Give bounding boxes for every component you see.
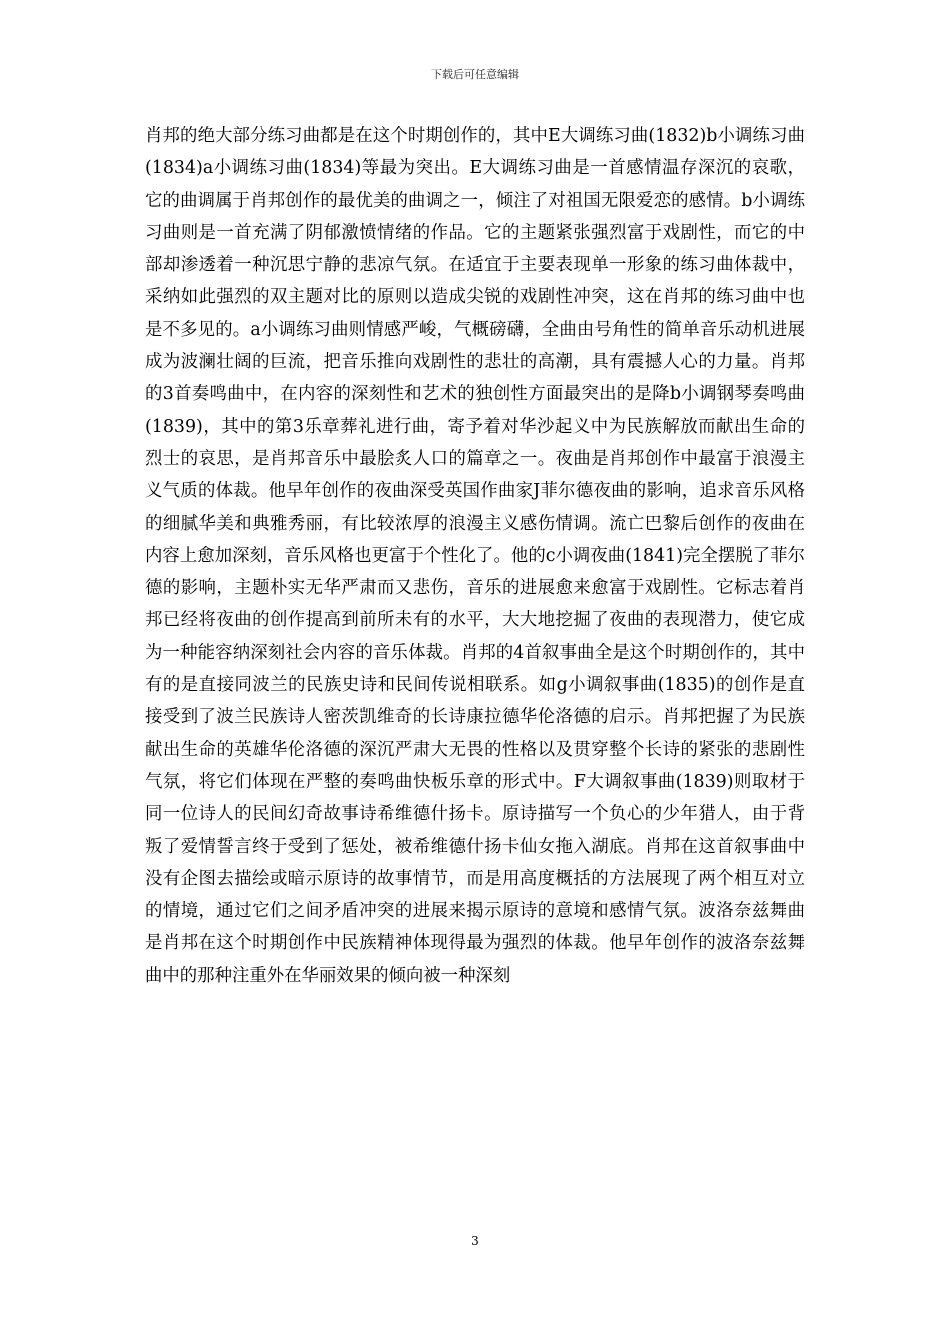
page-number: 3 [471, 1234, 479, 1248]
document-body [145, 120, 805, 992]
page-header-note: 下载后可任意编辑 [431, 68, 519, 81]
body-paragraph: 肖邦的绝大部分练习曲都是在这个时期创作的，其中E大调练习曲(1832)b小调练习曲(1834)a小调练习曲(1834)等最为突出。E大调练习曲是一首感情温存深沉的哀歌，它的曲调属于肖邦创作的最优美的曲调之一，倾注了对祖国无限爱恋的感情。b小调练习曲则是一首充满了阴郁激愤情绪的作品。它的主题紧张强烈富于戏剧性，而它的中部却渗透着一种沉思宁静的悲凉气氛。在适宜于主要表现单一形象的练习曲体裁中，采纳如此强烈的双主题对比的原则以造成尖锐的戏剧性冲突，这在肖邦的练习曲中也是不多见的。a小调练习曲则情感严峻，气概磅礴，全曲由号角性的简单音乐动机进展成为波澜壮阔的巨流，把音乐推向戏剧性的悲壮的高潮，具有震撼人心的力量。肖邦的3首奏鸣曲中，在内容的深刻性和艺术的独创性方面最突出的是降b小调钢琴奏鸣曲(1839)，其中的第3乐章葬礼进行曲，寄予着对华沙起义中为民族解放而献出生命的烈士的哀思，是肖邦音乐中最脍炙人口的篇章之一。夜曲是肖邦创作中最富于浪漫主义气质的体裁。他早年创作的夜曲深受英国作曲家J菲尔德夜曲的影响，追求音乐风格的细腻华美和典雅秀丽，有比较浓厚的浪漫主义感伤情调。流亡巴黎后创作的夜曲在内容上愈加深刻，音乐风格也更富于个性化了。他的c小调夜曲(1841)完全摆脱了菲尔德的影响，主题朴实无华严肃而又悲伤，音乐的进展愈来愈富于戏剧性。它标志着肖邦已经将夜曲的创作提高到前所未有的水平，大大地挖掘了夜曲的表现潜力，使它成为一种能容纳深刻社会内容的音乐体裁。肖邦的4首叙事曲全是这个时期创作的，其中有的是直接同波兰的民族史诗和民间传说相联系。如g小调叙事曲(1835)的创作是直接受到了波兰民族诗人密茨凯维奇的长诗康拉德华伦洛德的启示。肖邦把握了为民族献出生命的英雄华伦洛德的深沉严肃大无畏的性格以及贯穿整个长诗的紧张的悲剧性气氛，将它们体现在严整的奏鸣曲快板乐章的形式中。F大调叙事曲(1839)则取材于同一位诗人的民间幻奇故事诗希维德什扬卡。原诗描写一个负心的少年猎人，由于背叛了爱情誓言终于受到了惩处，被希维德什扬卡仙女拖入湖底。肖邦在这首叙事曲中没有企图去描绘或暗示原诗的故事情节，而是用高度概括的方法展现了两个相互对立的情境，通过它们之间矛盾冲突的进展来揭示原诗的意境和感情气氛。波洛奈兹舞曲是肖邦在这个时期创作中民族精神体现得最为强烈的体裁。他早年创作的波洛奈兹舞曲中的那种注重外在华丽效果的倾向被一种深刻 [145, 126, 805, 986]
